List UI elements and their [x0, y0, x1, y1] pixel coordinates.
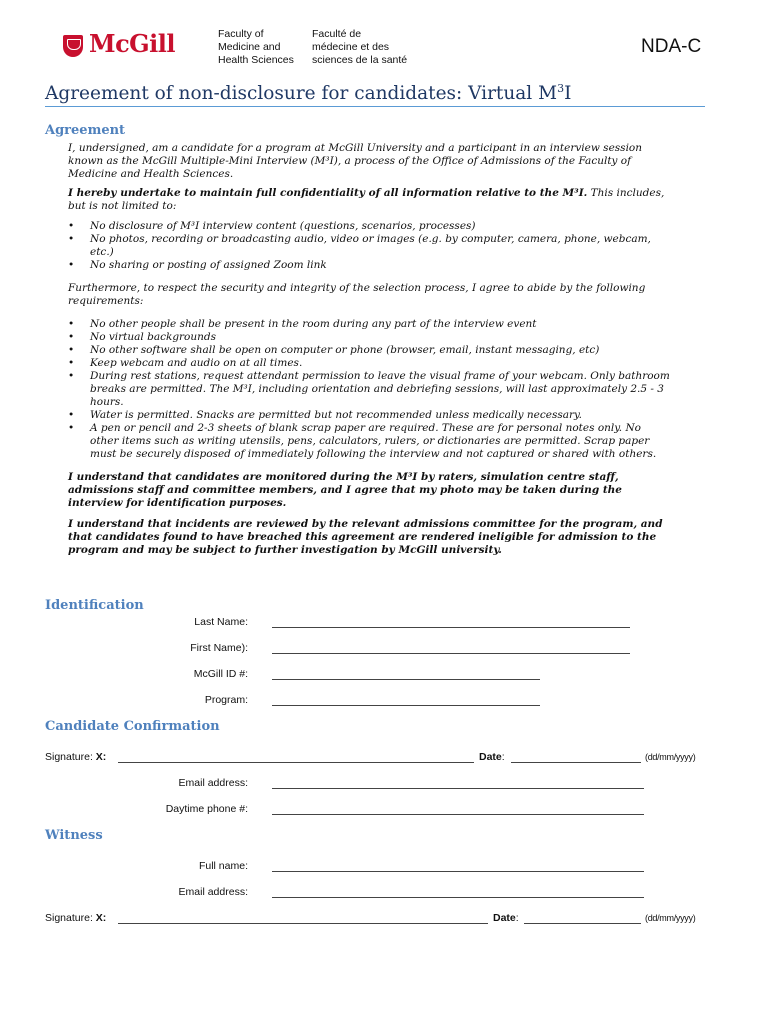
- last-name-field[interactable]: [272, 627, 630, 628]
- title-divider: [45, 106, 705, 107]
- undertaking-rest: This includes, but is not limited to:: [68, 187, 665, 212]
- witness-email-label: Email address:: [178, 886, 248, 898]
- agreement-body: [68, 142, 672, 557]
- faculty-fr-line: Faculté de: [312, 28, 362, 40]
- agreement-intro: I, undersigned, am a candidate for a program at McGill University and a participant in an interview session known as the McGill Multiple-Mini Interview (M³I), a process of the Office of Admissions of the Faculty of Medicine and Health Sciences.: [68, 142, 643, 180]
- faculty-en-line: Medicine and: [218, 41, 281, 53]
- candidate-signature-field[interactable]: [118, 762, 474, 763]
- first-name-field[interactable]: [272, 653, 630, 654]
- mcgill-id-label: McGill ID #:: [193, 668, 248, 680]
- witness-signature-field[interactable]: [118, 923, 488, 924]
- candidate-phone-field[interactable]: [272, 814, 644, 815]
- candidate-email-field[interactable]: [272, 788, 644, 789]
- mcgill-logo: McGill: [89, 29, 176, 58]
- candidate-date-format: (dd/mm/yyyy): [645, 752, 696, 762]
- agreement-undertaking: [68, 187, 672, 213]
- title-superscript: 3: [557, 81, 565, 95]
- list-item: • No photos, recording or broadcasting audio, video or images (e.g. by computer, camera, phone, webcam, etc.): [68, 233, 672, 259]
- date-text: Date: [493, 912, 516, 924]
- list-item: • No disclosure of M³I interview content (questions, scenarios, processes): [68, 220, 672, 233]
- faculty-en-line: Faculty of: [218, 28, 264, 40]
- signature-x: X:: [95, 912, 107, 924]
- title-end: I: [564, 83, 572, 104]
- section-heading-witness: Witness: [45, 828, 103, 843]
- witness-email-field[interactable]: [272, 897, 644, 898]
- witness-date-label: [493, 912, 519, 924]
- signature-x: X:: [95, 751, 107, 763]
- candidate-date-field[interactable]: [511, 762, 641, 763]
- faculty-fr-line: sciences de la santé: [312, 54, 408, 66]
- date-text: Date: [479, 751, 502, 763]
- requirements-intro: Furthermore, to respect the security and integrity of the selection process, I agree to abide by the following requirements:: [68, 282, 646, 307]
- witness-name-field[interactable]: [272, 871, 644, 872]
- signature-text: Signature:: [45, 751, 96, 763]
- list-item: • Water is permitted. Snacks are permitted but not recommended unless medically necessary.: [68, 409, 672, 422]
- mcgill-crest-icon: [63, 35, 83, 57]
- candidate-signature-label: [45, 751, 106, 763]
- candidate-phone-label: Daytime phone #:: [165, 803, 248, 815]
- faculty-fr-line: médecine et des: [312, 41, 390, 53]
- first-name-label: First Name):: [190, 642, 248, 654]
- candidate-email-label: Email address:: [178, 777, 248, 789]
- mcgill-id-field[interactable]: [272, 679, 540, 680]
- form-code: NDA-C: [641, 36, 702, 57]
- list-item: • No virtual backgrounds: [68, 331, 672, 344]
- faculty-french: [312, 28, 407, 67]
- disclosure-list: [68, 220, 672, 272]
- date-colon: :: [501, 751, 505, 763]
- program-field[interactable]: [272, 705, 540, 706]
- page-title: [45, 83, 571, 104]
- title-text: Agreement of non-disclosure for candidates: Virtual M: [45, 83, 558, 104]
- section-heading-agreement: Agreement: [45, 123, 126, 138]
- witness-date-format: (dd/mm/yyyy): [645, 913, 696, 923]
- section-heading-candidate-confirmation: Candidate Confirmation: [45, 719, 220, 734]
- list-item: • No other people shall be present in the room during any part of the interview event: [68, 318, 672, 331]
- undertaking-bold: I hereby undertake to maintain full confidentiality of all information relative to the M³I.: [68, 187, 588, 199]
- section-heading-identification: Identification: [45, 598, 144, 613]
- list-item: • Keep webcam and audio on at all times.: [68, 357, 672, 370]
- witness-date-field[interactable]: [524, 923, 641, 924]
- list-item: • A pen or pencil and 2-3 sheets of blank scrap paper are required. These are for personal notes only. No other items such as writing utensils, pens, calculators, rulers, or dictionaries are permitted. Scrap paper must be securely disposed of immediately following the interview and not captured or shared with others.: [68, 422, 672, 461]
- program-label: Program:: [204, 694, 248, 706]
- signature-text: Signature:: [45, 912, 96, 924]
- witness-name-label: Full name:: [198, 860, 248, 872]
- date-colon: :: [515, 912, 519, 924]
- incidents-statement: I understand that incidents are reviewed by the relevant admissions committee for the program, and that candidates found to have breached this agreement are rendered ineligible for admission to the program and may be subject to further investigation by McGill university.: [68, 518, 663, 556]
- requirements-list: [68, 318, 672, 461]
- candidate-date-label: [479, 751, 505, 763]
- list-item: • During rest stations, request attendant permission to leave the visual frame of your webcam. Only bathroom breaks are permitted. The M³I, including orientation and debriefing sessions, will last approximately 2.5 - 3 hours.: [68, 370, 672, 409]
- list-item: • No other software shall be open on computer or phone (browser, email, instant messaging, etc): [68, 344, 672, 357]
- witness-signature-label: [45, 912, 106, 924]
- monitoring-statement: I understand that candidates are monitored during the M³I by raters, simulation centre staff, admissions staff and committee members, and I agree that my photo may be taken during the interview for identification purposes.: [68, 471, 622, 509]
- faculty-en-line: Health Sciences: [218, 54, 294, 66]
- last-name-label: Last Name:: [194, 616, 248, 628]
- faculty-english: [218, 28, 294, 67]
- list-item: • No sharing or posting of assigned Zoom link: [68, 259, 672, 272]
